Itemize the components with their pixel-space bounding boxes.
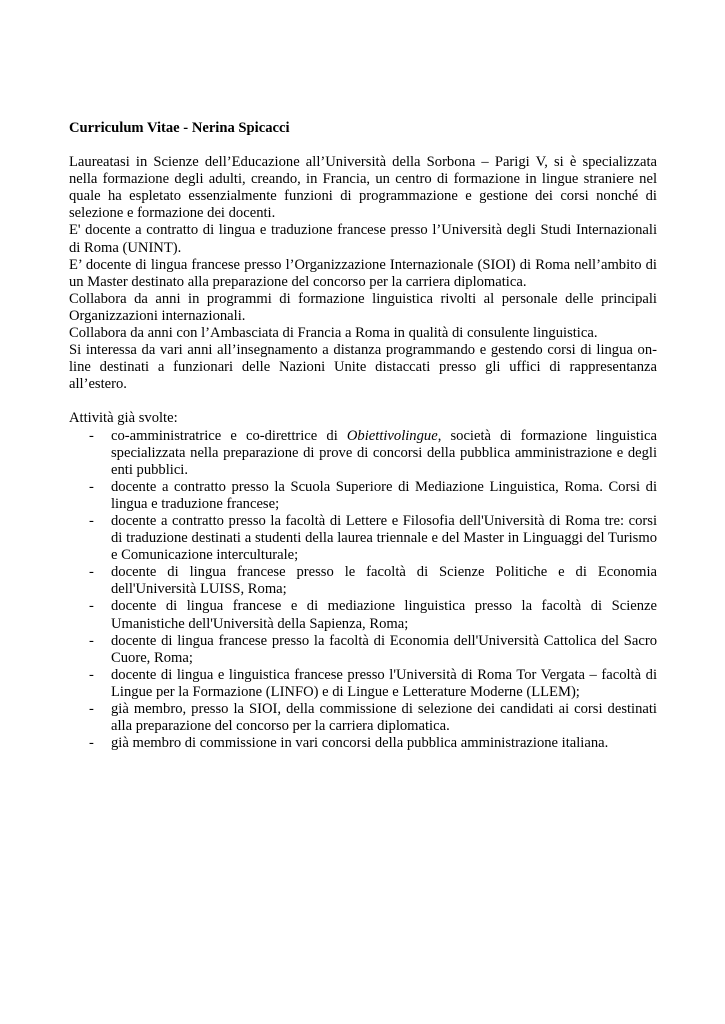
list-item xyxy=(69,701,657,735)
list-item xyxy=(69,735,657,752)
list-item xyxy=(69,479,657,513)
dash-bullet: - xyxy=(89,666,94,683)
list-item xyxy=(69,667,657,701)
paragraph-unint: E' docente a contratto di lingua e traduzione francese presso l’Università degli Studi Internazionali di Roma (UNINT). xyxy=(69,222,657,256)
dash-bullet: - xyxy=(89,701,94,717)
list-item-text: docente di lingua e linguistica francese presso l'Università di Roma Tor Vergata – facoltà di Lingue per la Formazione (LINFO) e di Lingue e Letterature Moderne (LLEM); xyxy=(111,666,657,700)
list-item-text: co-amministratrice e co-direttrice di xyxy=(111,427,347,444)
list-item-text: docente a contratto presso la Scuola Superiore di Mediazione Linguistica, Roma. Corsi di lingua e traduzione francese; xyxy=(111,478,657,512)
list-item-text: docente di lingua francese e di mediazione linguistica presso la facoltà di Scienze Umanistiche dell'Università della Sapienza, Roma; xyxy=(111,598,657,632)
list-item xyxy=(69,564,657,598)
paragraph-distance-learning: Si interessa da vari anni all’insegnamento a distanza programmando e gestendo corsi di lingua on-line destinati a funzionari delle Nazioni Unite distaccati presso gli uffici di rappresentanza all’estero. xyxy=(69,342,657,393)
list-item-text-after: , società di formazione linguistica specializzata nella preparazione di prove di concorsi della pubblica amministrazione e degli enti pubblici. xyxy=(111,427,657,478)
document-page xyxy=(69,120,657,752)
list-item-text: docente di lingua francese presso la facoltà di Economia dell'Università Cattolica del Sacro Cuore, Roma; xyxy=(111,632,657,666)
dash-bullet: - xyxy=(89,478,94,495)
spacer xyxy=(69,393,657,410)
paragraph-sioi: E’ docente di lingua francese presso l’Organizzazione Internazionale (SIOI) di Roma nell’ambito di un Master destinato alla preparazione del concorso per la carriera diplomatica. xyxy=(69,256,657,290)
paragraph-embassy: Collabora da anni con l’Ambasciata di Francia a Roma in qualità di consulente linguistica. xyxy=(69,325,598,342)
list-item-text: docente a contratto presso la facoltà di Lettere e Filosofia dell'Università di Roma tre: corsi di traduzione destinati a studenti della laurea triennale e del Master in Linguaggi del Turismo e Comunicazione interculturale; xyxy=(111,512,657,564)
dash-bullet: - xyxy=(89,735,94,752)
list-item-emphasis: Obiettivolingue xyxy=(346,427,438,444)
dash-bullet: - xyxy=(89,598,94,615)
list-item xyxy=(69,428,657,479)
paragraph-education: Laureatasi in Scienze dell’Educazione all’Università della Sorbona – Parigi V, si è specializzata nella formazione degli adulti, creando, in Francia, un centro di formazione in lingue straniere nel quale ha espletato essenzialmente funzioni di programmazione e gestione dei corsi nonché di selezione e formazione dei docenti. xyxy=(69,154,657,222)
dash-bullet: - xyxy=(89,427,94,444)
list-item-text: già membro di commissione in vari concorsi della pubblica amministrazione italiana. xyxy=(111,735,609,752)
paragraph-organizations: Collabora da anni in programmi di formazione linguistica rivolti al personale delle principali Organizzazioni internazionali. xyxy=(69,290,657,324)
list-item xyxy=(69,598,657,632)
activities-heading: Attività già svolte: xyxy=(69,410,178,427)
list-item xyxy=(69,513,657,564)
dash-bullet: - xyxy=(89,512,94,529)
activities-list xyxy=(69,428,657,753)
list-item xyxy=(69,633,657,667)
document-title: Curriculum Vitae - Nerina Spicacci xyxy=(69,120,290,136)
dash-bullet: - xyxy=(89,564,94,581)
list-item-text: già membro, presso la SIOI, della commissione di selezione dei candidati ai corsi destinati alla preparazione del concorso per la carriera diplomatica. xyxy=(111,701,657,735)
dash-bullet: - xyxy=(89,632,94,649)
list-item-text: docente di lingua francese presso le facoltà di Scienze Politiche e di Economia dell'Università LUISS, Roma; xyxy=(111,564,657,598)
